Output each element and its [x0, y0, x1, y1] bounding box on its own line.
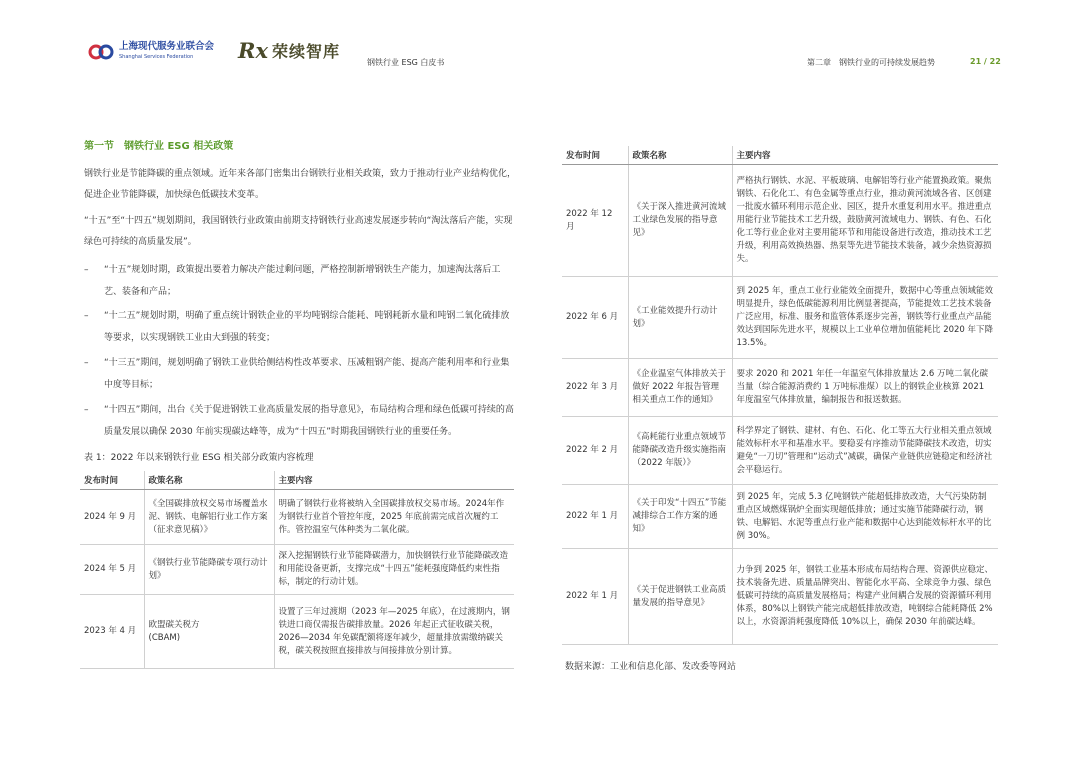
bullet-text: “十四五”期间，出台《关于促进钢铁工业高质量发展的指导意见》，布局结构合理和绿色低碳可持续的高质量发展以确保 2030 年前实现碳达峰等，成为“十四五”时期我国钢铁行业的重要任务。: [104, 405, 514, 437]
policy-table-right: [562, 146, 998, 645]
table-header-row: [80, 471, 514, 490]
plan-paragraph: “十五”至“十四五”规划期间，我国钢铁行业政策由前期支持钢铁行业高速发展逐步转向“淘汰落后产能，实现绿色可持续的高质量发展”。: [84, 216, 513, 247]
cell-content: 明确了钢铁行业将被纳入全国碳排放权交易市场。2024年作为钢铁行业首个管控年度，2025 年底前需完成首次履约工作。管控温室气体种类为二氧化碳。: [274, 490, 514, 545]
bullet-dash: –: [84, 358, 89, 368]
header-content: 主要内容: [274, 471, 514, 490]
page-number: 21 / 22: [970, 57, 1001, 66]
bullet-dash: –: [84, 311, 89, 321]
page-header: [0, 0, 1080, 80]
bullet-dash: –: [84, 265, 89, 275]
policy-table-left: [80, 471, 514, 669]
cell-content: 要求 2020 和 2021 年任一年温室气体排放量达 2.6 万吨二氧化碳当量（综合能源消费约 1 万吨标准煤）以上的钢铁企业核算 2021 年度温室气体排放量，编制报告和报送数据。: [732, 359, 998, 417]
federation-logo-icon: [88, 40, 114, 64]
cell-policy: 《关于促进钢铁工业高质量发展的指导意见》: [628, 549, 732, 645]
cell-content: 科学界定了钢铁、建材、有色、石化、化工等五大行业相关重点领域能效标杆水平和基准水平。要稳妥有序推动节能降碳技术改造，切实避免“一刀切”管理和“运动式”减碳，确保产业链供应链稳定和经济社会平稳运行。: [732, 417, 998, 485]
federation-name: 上海现代服务业联合会: [119, 41, 215, 52]
header-policy: 政策名称: [628, 146, 732, 165]
cell-date: 2022 年 3 月: [562, 359, 628, 417]
table-caption: 表 1：2022 年以来钢铁行业 ESG 相关部分政策内容梳理: [84, 453, 314, 463]
cell-policy: 《关于深入推进黄河流域工业绿色发展的指导意见》: [628, 165, 732, 277]
think-tank-name: 荣续智库: [272, 42, 341, 61]
header-policy: 政策名称: [144, 471, 274, 490]
table-header-row: [562, 146, 998, 165]
bullet-text: “十五”规划时期，政策提出要着力解决产能过剩问题，严格控制新增钢铁生产能力，加速淘汰落后工艺、装备和产品；: [104, 265, 501, 297]
cell-content: 到 2025 年，重点工业行业能效全面提升，数据中心等重点领域能效明显提升，绿色低碳能源利用比例显著提高，节能提效工艺技术装备广泛应用，标准、服务和监管体系逐步完善，钢铁等行业重点产品能效达到国际先进水平，规模以上工业单位增加值能耗比 2020 年下降 13.5%。: [732, 277, 998, 359]
table-row: [562, 485, 998, 549]
cell-policy: 《全国碳排放权交易市场覆盖水泥、钢铁、电解铝行业工作方案（征求意见稿）》: [144, 490, 274, 545]
bullet-text: “十二五”规划时期，明确了重点统计钢铁企业的平均吨钢综合能耗、吨钢耗新水量和吨钢二氧化硫排放等要求，以实现钢铁工业由大到强的转变；: [104, 311, 510, 343]
cell-content: 严格执行钢铁、水泥、平板玻璃、电解铝等行业产能置换政策。聚焦钢铁、石化化工、有色金属等重点行业，推动黄河流域各省、区创建一批废水循环利用示范企业、园区，提升水重复利用水平。推进重点用能行业节能技术工艺升级，鼓励黄河流域电力、钢铁、有色、石化化工等行业企业对主要用能环节和用能设备进行改造，推动技术工艺升级，利用高效换热器、热泵等先进节能技术装备，减少余热资源损失。: [732, 165, 998, 277]
chapter-title: 第二章 钢铁行业的可持续发展趋势: [807, 58, 935, 67]
cell-date: 2022 年 2 月: [562, 417, 628, 485]
data-source-note: 数据来源：工业和信息化部、发改委等网站: [565, 662, 737, 672]
cell-content: 深入挖掘钢铁行业节能降碳潜力，加快钢铁行业节能降碳改造和用能设备更新，支撑完成“十四五”能耗强度降低约束性指标，制定的行动计划。: [274, 545, 514, 595]
federation-logo-text: [119, 41, 214, 61]
header-date: 发布时间: [80, 471, 144, 490]
cell-date: 2023 年 4 月: [80, 595, 144, 669]
cell-content: 设置了三年过渡期（2023 年—2025 年底），在过渡期内，钢铁进口商仅需报告碳排放量。2026 年起正式征收碳关税，2026—2034 年免碳配额将逐年减少，超量排放需缴纳碳关税，碳关税按照直接排放与间接排放分别计算。: [274, 595, 514, 669]
cell-content: 力争到 2025 年，钢铁工业基本形成布局结构合理、资源供应稳定、技术装备先进、质量品牌突出、智能化水平高、全球竞争力强、绿色低碳可持续的高质量发展格局；构建产业间耦合发展的资源循环利用体系，80%以上钢铁产能完成超低排放改造，吨钢综合能耗降低 2%以上，水资源消耗强度降低 10%以上，确保 2030 年前碳达峰。: [732, 549, 998, 645]
table-row: [80, 545, 514, 595]
cell-policy: 《钢铁行业节能降碳专项行动计划》: [144, 545, 274, 595]
cell-policy: 欧盟碳关税方 (CBAM): [144, 595, 274, 669]
cell-content: 到 2025 年，完成 5.3 亿吨钢铁产能超低排放改造，大气污染防制重点区域燃煤锅炉全面实现超低排放；通过实施节能降碳行动，钢铁、电解铝、水泥等重点行业产能和数据中心达到能效标杆水平的比例 30%。: [732, 485, 998, 549]
cell-date: 2022 年 12 月: [562, 165, 628, 277]
document-title: 钢铁行业 ESG 白皮书: [367, 58, 445, 67]
cell-policy: 《高耗能行业重点领域节能降碳改造升级实施指南（2022 年版）》: [628, 417, 732, 485]
table-row: [562, 359, 998, 417]
cell-date: 2022 年 1 月: [562, 485, 628, 549]
cell-date: 2024 年 5 月: [80, 545, 144, 595]
cell-policy: 《关于印发“十四五”节能减排综合工作方案的通知》: [628, 485, 732, 549]
cell-date: 2022 年 6 月: [562, 277, 628, 359]
cell-date: 2024 年 9 月: [80, 490, 144, 545]
bullet-dash: –: [84, 405, 89, 415]
cell-policy: 《企业温室气体排放关于做好 2022 年报告管理相关重点工作的通知》: [628, 359, 732, 417]
table-row: [80, 595, 514, 669]
table-row: [562, 165, 998, 277]
header-content: 主要内容: [732, 146, 998, 165]
cell-date: 2022 年 1 月: [562, 549, 628, 645]
table-row: [80, 490, 514, 545]
bullet-text: “十三五”期间，规划明确了钢铁工业供给侧结构性改革要求、压减粗钢产能、提高产能利用率和行业集中度等目标；: [104, 358, 510, 390]
intro-paragraph: 钢铁行业是节能降碳的重点领域。近年来各部门密集出台钢铁行业相关政策，致力于推动行业产业结构优化，促进企业节能降碳，加快绿色低碳技术变革。: [84, 169, 517, 200]
table-row: [562, 277, 998, 359]
think-tank-logo-mark: Rx: [238, 38, 268, 63]
table-row: [562, 417, 998, 485]
table-row: [562, 549, 998, 645]
section-title: 第一节 钢铁行业 ESG 相关政策: [84, 141, 234, 152]
federation-name-en: Shanghai Services Federation: [119, 54, 194, 60]
header-date: 发布时间: [562, 146, 628, 165]
cell-policy: 《工业能效提升行动计划》: [628, 277, 732, 359]
